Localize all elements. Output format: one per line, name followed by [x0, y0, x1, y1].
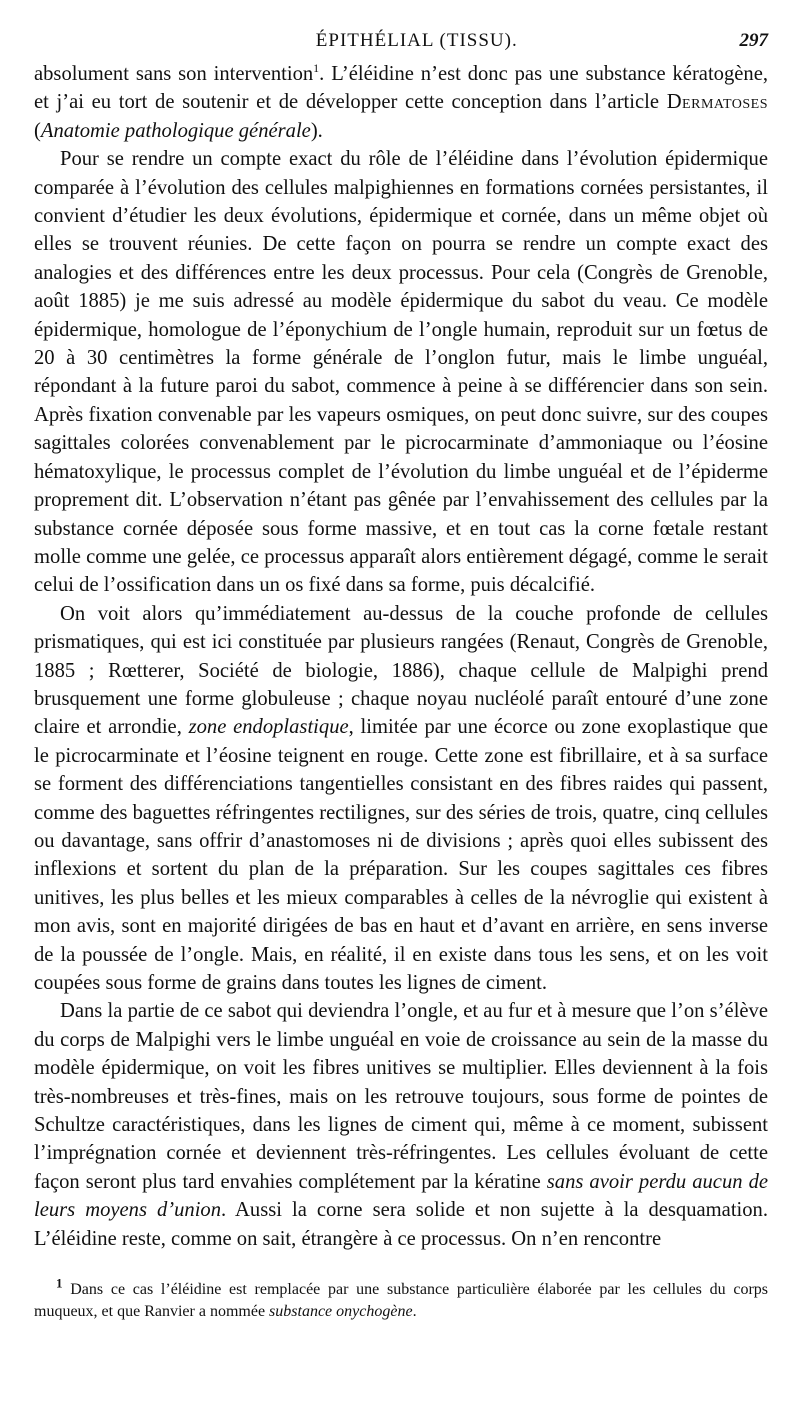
paragraph-text: absolument sans son intervention: [34, 63, 314, 85]
footnote: [34, 1275, 769, 1323]
article-reference: Dermatoses: [666, 91, 768, 114]
running-header: [34, 30, 768, 56]
paragraph-2: Pour se rendre un compte exact du rôle de l’éléidine dans l’évolution épidermique comparée à l’évolution des cellules malpighiennes en formations cornées persistantes, il convient d’étudier les deux évolutions, épidermique et cornée, dans un même objet où elles se trouvent réunies. De cette façon on pourra se rendre un compte exact des analogies et des différences entre les deux processus. Pour cela (Congrès de Grenoble, août 1885) je me suis adressé au modèle épidermique du sabot du veau. Ce modèle épidermique, homologue de l’éponychium de l’ongle humain, reproduit sur un fœtus de 20 à 30 centimètres la forme générale de l’onglon futur, mais le limbe unguéal, répondant à la future paroi du sabot, commence à peine à se différencier dans son sein. Après fixation convenable par les vapeurs osmiques, on peut donc suivre, sur des coupes sagittales colorées convenablement par le picrocarminate d’ammoniaque ou l’éosine hématoxylique, le processus complet de l’évolution du limbe unguéal et de l’épiderme proprement dit. L’observation n’étant pas gênée par l’envahissement des cellules par la substance cornée déposée sous forme massive, et en tout cas la corne fœtale restant molle comme une gelée, ce processus apparaît alors entièrement dégagé, comme le serait celui de l’ossification dans un os fixé dans sa forme, puis décalcifié.: [34, 148, 768, 597]
paragraph-3: [34, 600, 768, 998]
footnote-text: .: [412, 1303, 417, 1321]
paragraph-text: (: [34, 119, 41, 142]
footnote-marker: 1: [56, 1275, 63, 1291]
paragraph-4: [34, 997, 768, 1253]
paragraph-text: . Aussi la corne sera solide et non sujette à la desquamation. L’éléidine reste, comme on sait, étrangère à ce processus. On n’en rencontre: [34, 1199, 769, 1250]
footnote-text: Dans ce cas l’éléidine est remplacée par une substance particulière élaborée par les cellules du corps muqueux, et que Ranvier a nommée: [34, 1281, 769, 1321]
paragraph-1: [34, 60, 768, 145]
paragraph-text: . L’éléidine n’est donc pas une substance kératogène, et j’ai eu tort de soutenir et de développer cette conception dans l’article: [34, 63, 768, 114]
paragraph-text: , limitée par une écorce ou zone exoplastique que le picrocarminate et l’éosine teignent en rouge. Cette zone est fibrillaire, et à sa surface se forment des différenciations tangentielles consistant en des fibres raides qui passent, comme des baguettes réfringentes rectilignes, sur des séries de trois, quatre, cinq cellules ou davantage, sans offrir d’anastomoses ni de divisions ; après quoi elles subissent des inflexions et sortent du plan de la préparation. Sur les coupes sagittales ces fibres unitives, les plus belles et les mieux comparables à celles de la névroglie qui existent à mon avis, sont en majorité dirigées de bas en haut et d’avant en arrière, en sens inverse de la poussée de l’ongle. Mais, en réalité, il en existe dans tous les sens, et on les voit coupées sous forme de grains dans toutes les lignes de ciment.: [34, 716, 768, 994]
paragraph-text: ).: [310, 119, 323, 142]
italic-phrase: sans avoir perdu aucun de leurs moyens d’union: [34, 1170, 769, 1222]
page-number: 297: [739, 30, 768, 51]
italic-term: zone endoplastique: [188, 716, 349, 739]
paragraph-text: On voit alors qu’immédiatement au-dessus de la couche profonde de cellules prismatiques, qui est ici constituée par plusieurs rangées (Renaut, Congrès de Grenoble, 1885 ; Rœtterer, Société de biologie, 1886), chaque cellule de Malpighi prend brusquement une forme globuleuse ; chaque noyau nucléolé paraît entouré d’une zone claire et arrondie,: [34, 602, 768, 739]
footnote-reference: 1: [313, 61, 320, 76]
body-text: [34, 60, 768, 1253]
running-title: ÉPITHÉLIAL (TISSU).: [315, 30, 518, 51]
footnote-italic: substance onychogène: [269, 1303, 413, 1321]
italic-title: Anatomie pathologique générale: [40, 119, 311, 142]
paragraph-text: Dans la partie de ce sabot qui deviendra l’ongle, et au fur et à mesure que l’on s’élève du corps de Malpighi vers le limbe unguéal en voie de croissance au sein de la masse du modèle épidermique, on voit les fibres unitives se multiplier. Elles deviennent à la fois très-nombreuses et très-fines, mais on les retrouve toujours, sous forme de pointes de Schultze caractéristiques, dans les lignes de ciment qui, même à ce moment, subissent l’imprégnation cornée et deviennent très-réfringentes. Les cellules évoluant de cette façon seront plus tard envahies complétement par la kératine: [34, 1000, 768, 1193]
